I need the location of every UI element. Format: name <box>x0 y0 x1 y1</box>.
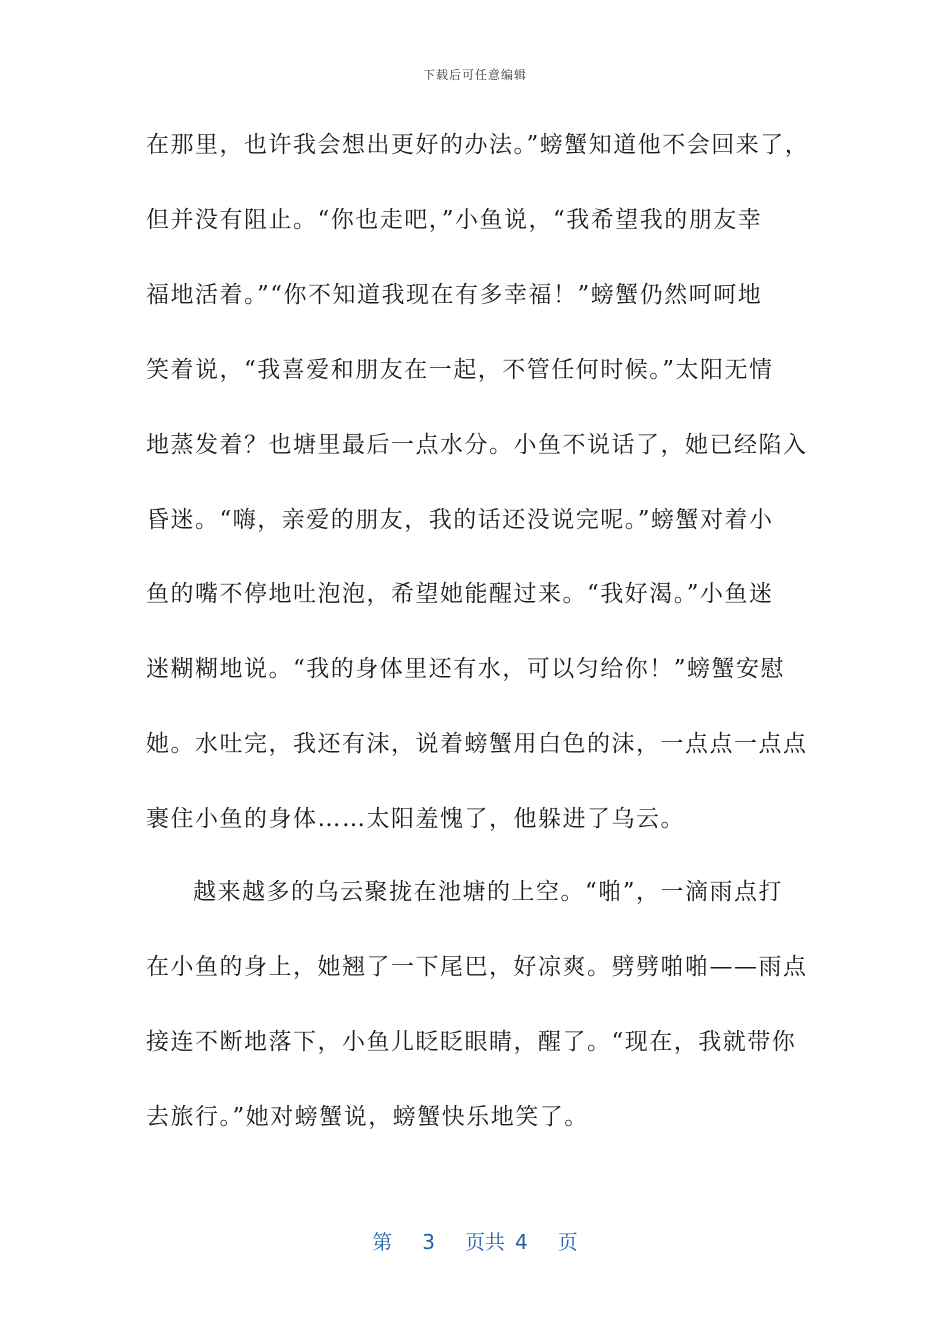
text-line: 接连不断地落下，小鱼儿眨眨眼睛，醒了。“现在，我就带你 <box>146 1029 797 1055</box>
text-line: 鱼的嘴不停地吐泡泡，希望她能醒过来。“我好渴。”小鱼迷 <box>146 581 774 607</box>
text-line: 福地活着。”“你不知道我现在有多幸福！”螃蟹仍然呵呵地 <box>146 282 763 308</box>
text-line: 在那里，也许我会想出更好的办法。”螃蟹知道他不会回来了， <box>146 132 810 158</box>
text-line: 但并没有阻止。“你也走吧，”小鱼说，“我希望我的朋友幸 <box>146 207 763 233</box>
text-line: 裹住小鱼的身体……太阳羞愧了，他躲进了乌云。 <box>146 806 685 832</box>
footer-page-number: 3 <box>422 1230 435 1254</box>
text-line: 她。水吐完，我还有沫，说着螃蟹用白色的沫，一点点一点点 <box>146 731 808 757</box>
text-line: 昏迷。“嗨，亲爱的朋友，我的话还没说完呢。”螃蟹对着小 <box>146 507 774 533</box>
footer-suffix: 页 <box>557 1230 578 1254</box>
text-line: 去旅行。”她对螃蟹说，螃蟹快乐地笑了。 <box>146 1104 589 1130</box>
paragraph-first-line: 越来越多的乌云聚拢在池塘的上空。“啪”，一滴雨点打 <box>193 879 784 905</box>
footer-total-pages: 4 <box>515 1230 528 1254</box>
footer-prefix: 第 <box>372 1230 393 1254</box>
text-line: 在小鱼的身上，她翘了一下尾巴，好凉爽。劈劈啪啪——雨点 <box>146 954 808 980</box>
text-line: 笑着说，“我喜爱和朋友在一起，不管任何时候。”太阳无情 <box>146 357 774 383</box>
text-line: 地蒸发着？也塘里最后一点水分。小鱼不说话了，她已经陷入 <box>146 432 808 458</box>
footer-middle: 页共 <box>465 1230 505 1254</box>
page-header: 下载后可任意编辑 <box>422 68 527 82</box>
page-footer <box>0 1226 950 1255</box>
text-line: 迷糊糊地说。“我的身体里还有水，可以匀给你！”螃蟹安慰 <box>146 656 786 682</box>
